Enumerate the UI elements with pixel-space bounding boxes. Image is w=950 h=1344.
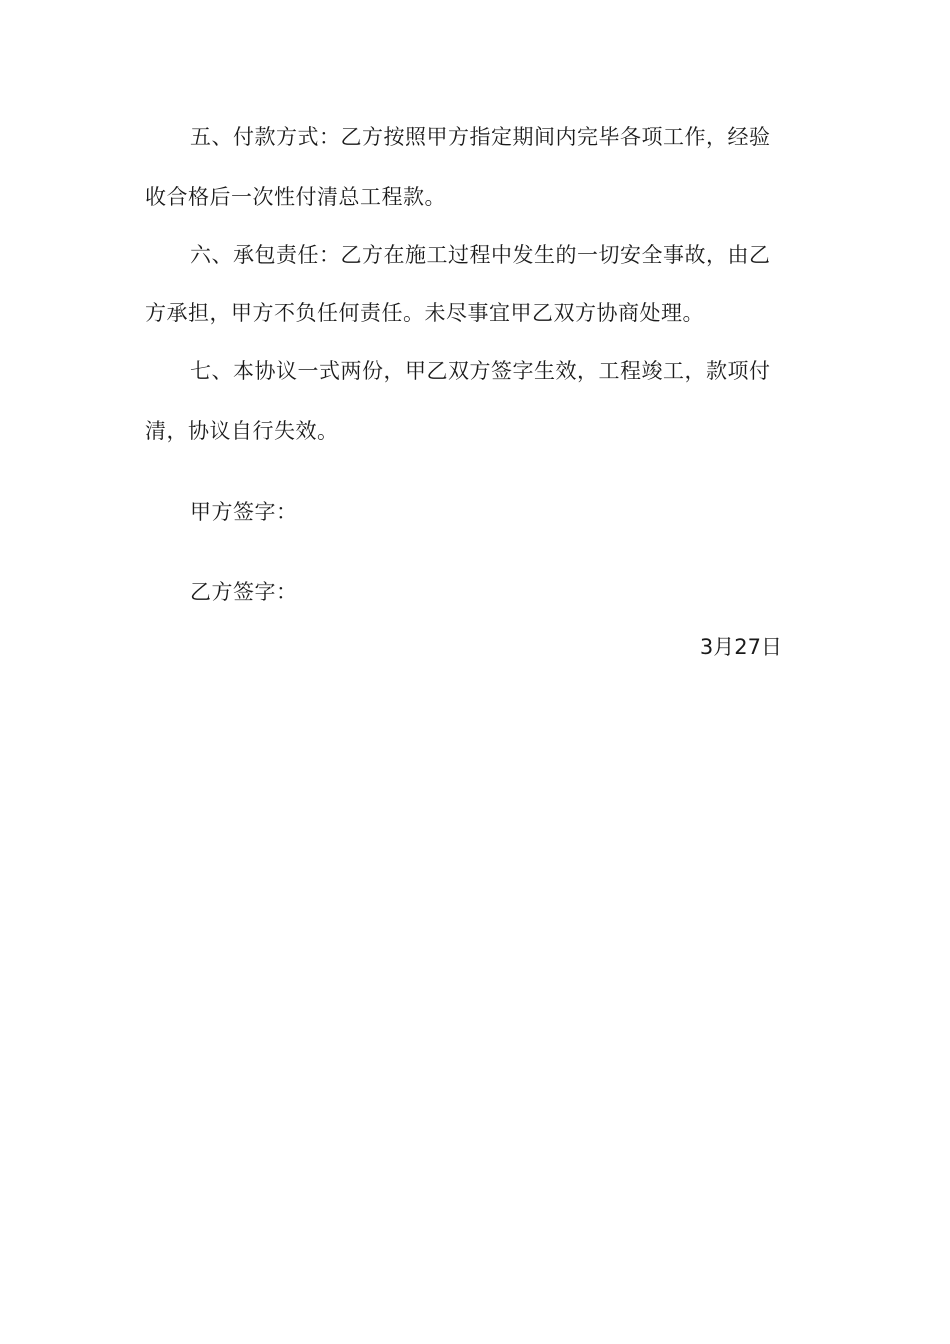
signature-party-a: 甲方签字： bbox=[190, 500, 298, 524]
clause-seven-line1: 七、本协议一式两份，甲乙双方签字生效，工程竣工，款项付 bbox=[190, 359, 771, 383]
clause-five-line2: 收合格后一次性付清总工程款。 bbox=[145, 185, 446, 209]
clause-five-line1: 五、付款方式：乙方按照甲方指定期间内完毕各项工作，经验 bbox=[190, 125, 771, 149]
signature-party-b: 乙方签字： bbox=[190, 580, 298, 604]
clause-six-line1: 六、承包责任：乙方在施工过程中发生的一切安全事故，由乙 bbox=[190, 243, 771, 267]
clause-six-line2: 方承担，甲方不负任何责任。未尽事宜甲乙双方协商处理。 bbox=[145, 301, 704, 325]
document-date: 3月27日 bbox=[699, 635, 782, 659]
clause-seven-line2: 清，协议自行失效。 bbox=[145, 419, 339, 443]
